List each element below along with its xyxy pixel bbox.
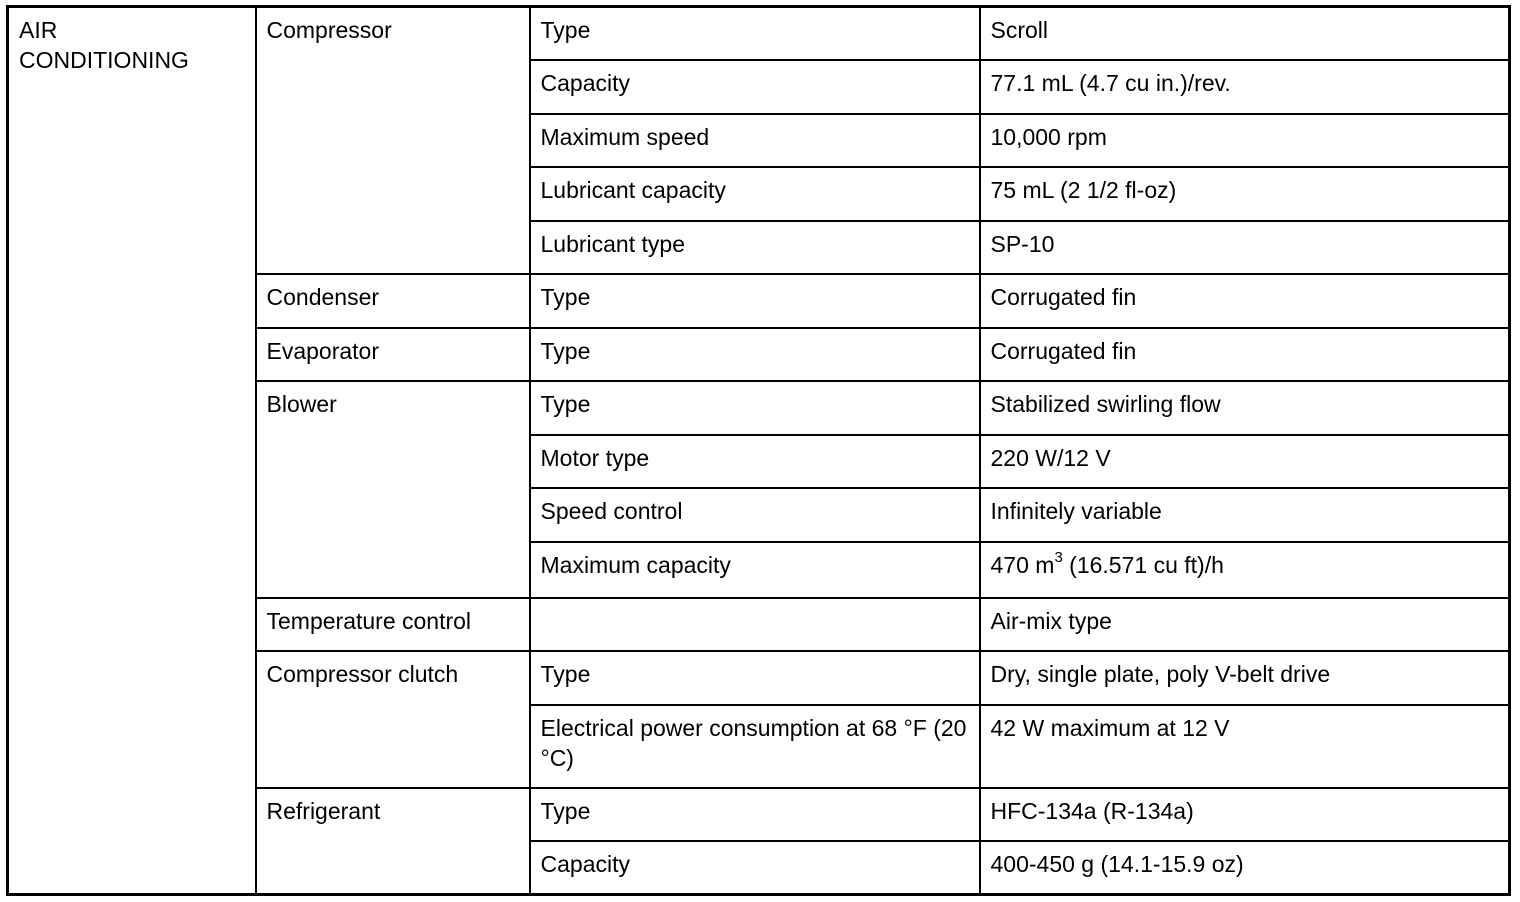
value-cell: Dry, single plate, poly V-belt drive (980, 651, 1510, 705)
air-conditioning-spec-table (6, 5, 1511, 896)
item-cell: Maximum speed (530, 114, 980, 168)
item-cell: Lubricant capacity (530, 167, 980, 221)
table-row (8, 7, 1510, 61)
component-cell: Evaporator (256, 328, 530, 382)
item-cell: Capacity (530, 60, 980, 114)
value-cell: Air-mix type (980, 598, 1510, 652)
component-cell: Blower (256, 381, 530, 598)
value-cell: SP-10 (980, 221, 1510, 275)
component-cell: Refrigerant (256, 788, 530, 895)
value-cell: 10,000 rpm (980, 114, 1510, 168)
value-prefix: 470 m (990, 551, 1055, 578)
item-cell: Motor type (530, 435, 980, 489)
value-cell (980, 542, 1510, 598)
value-cell: Corrugated fin (980, 328, 1510, 382)
value-cell: 400-450 g (14.1-15.9 oz) (980, 841, 1510, 895)
value-cell: 77.1 mL (4.7 cu in.)/rev. (980, 60, 1510, 114)
value-cell: Infinitely variable (980, 488, 1510, 542)
item-cell: Electrical power consumption at 68 °F (20 °C) (530, 705, 980, 788)
component-cell: Temperature control (256, 598, 530, 652)
value-cell: HFC-134a (R-134a) (980, 788, 1510, 842)
item-cell: Speed control (530, 488, 980, 542)
superscript-exponent: 3 (1054, 548, 1063, 566)
value-cell: 75 mL (2 1/2 fl-oz) (980, 167, 1510, 221)
item-cell: Type (530, 7, 980, 61)
item-cell: Maximum capacity (530, 542, 980, 598)
component-cell: Condenser (256, 274, 530, 328)
value-cell: Scroll (980, 7, 1510, 61)
component-cell: Compressor (256, 7, 530, 275)
value-suffix: (16.571 cu ft)/h (1062, 551, 1224, 578)
value-cell: 42 W maximum at 12 V (980, 705, 1510, 788)
item-cell: Type (530, 328, 980, 382)
value-cell: 220 W/12 V (980, 435, 1510, 489)
item-cell: Type (530, 274, 980, 328)
value-cell: Stabilized swirling flow (980, 381, 1510, 435)
item-cell: Capacity (530, 841, 980, 895)
item-cell: Type (530, 381, 980, 435)
section-label: AIR CONDITIONING (19, 17, 189, 73)
value-cell: Corrugated fin (980, 274, 1510, 328)
section-cell (8, 7, 256, 895)
component-cell: Compressor clutch (256, 651, 530, 788)
item-cell: Lubricant type (530, 221, 980, 275)
item-cell: Type (530, 651, 980, 705)
item-cell (530, 598, 980, 652)
item-cell: Type (530, 788, 980, 842)
